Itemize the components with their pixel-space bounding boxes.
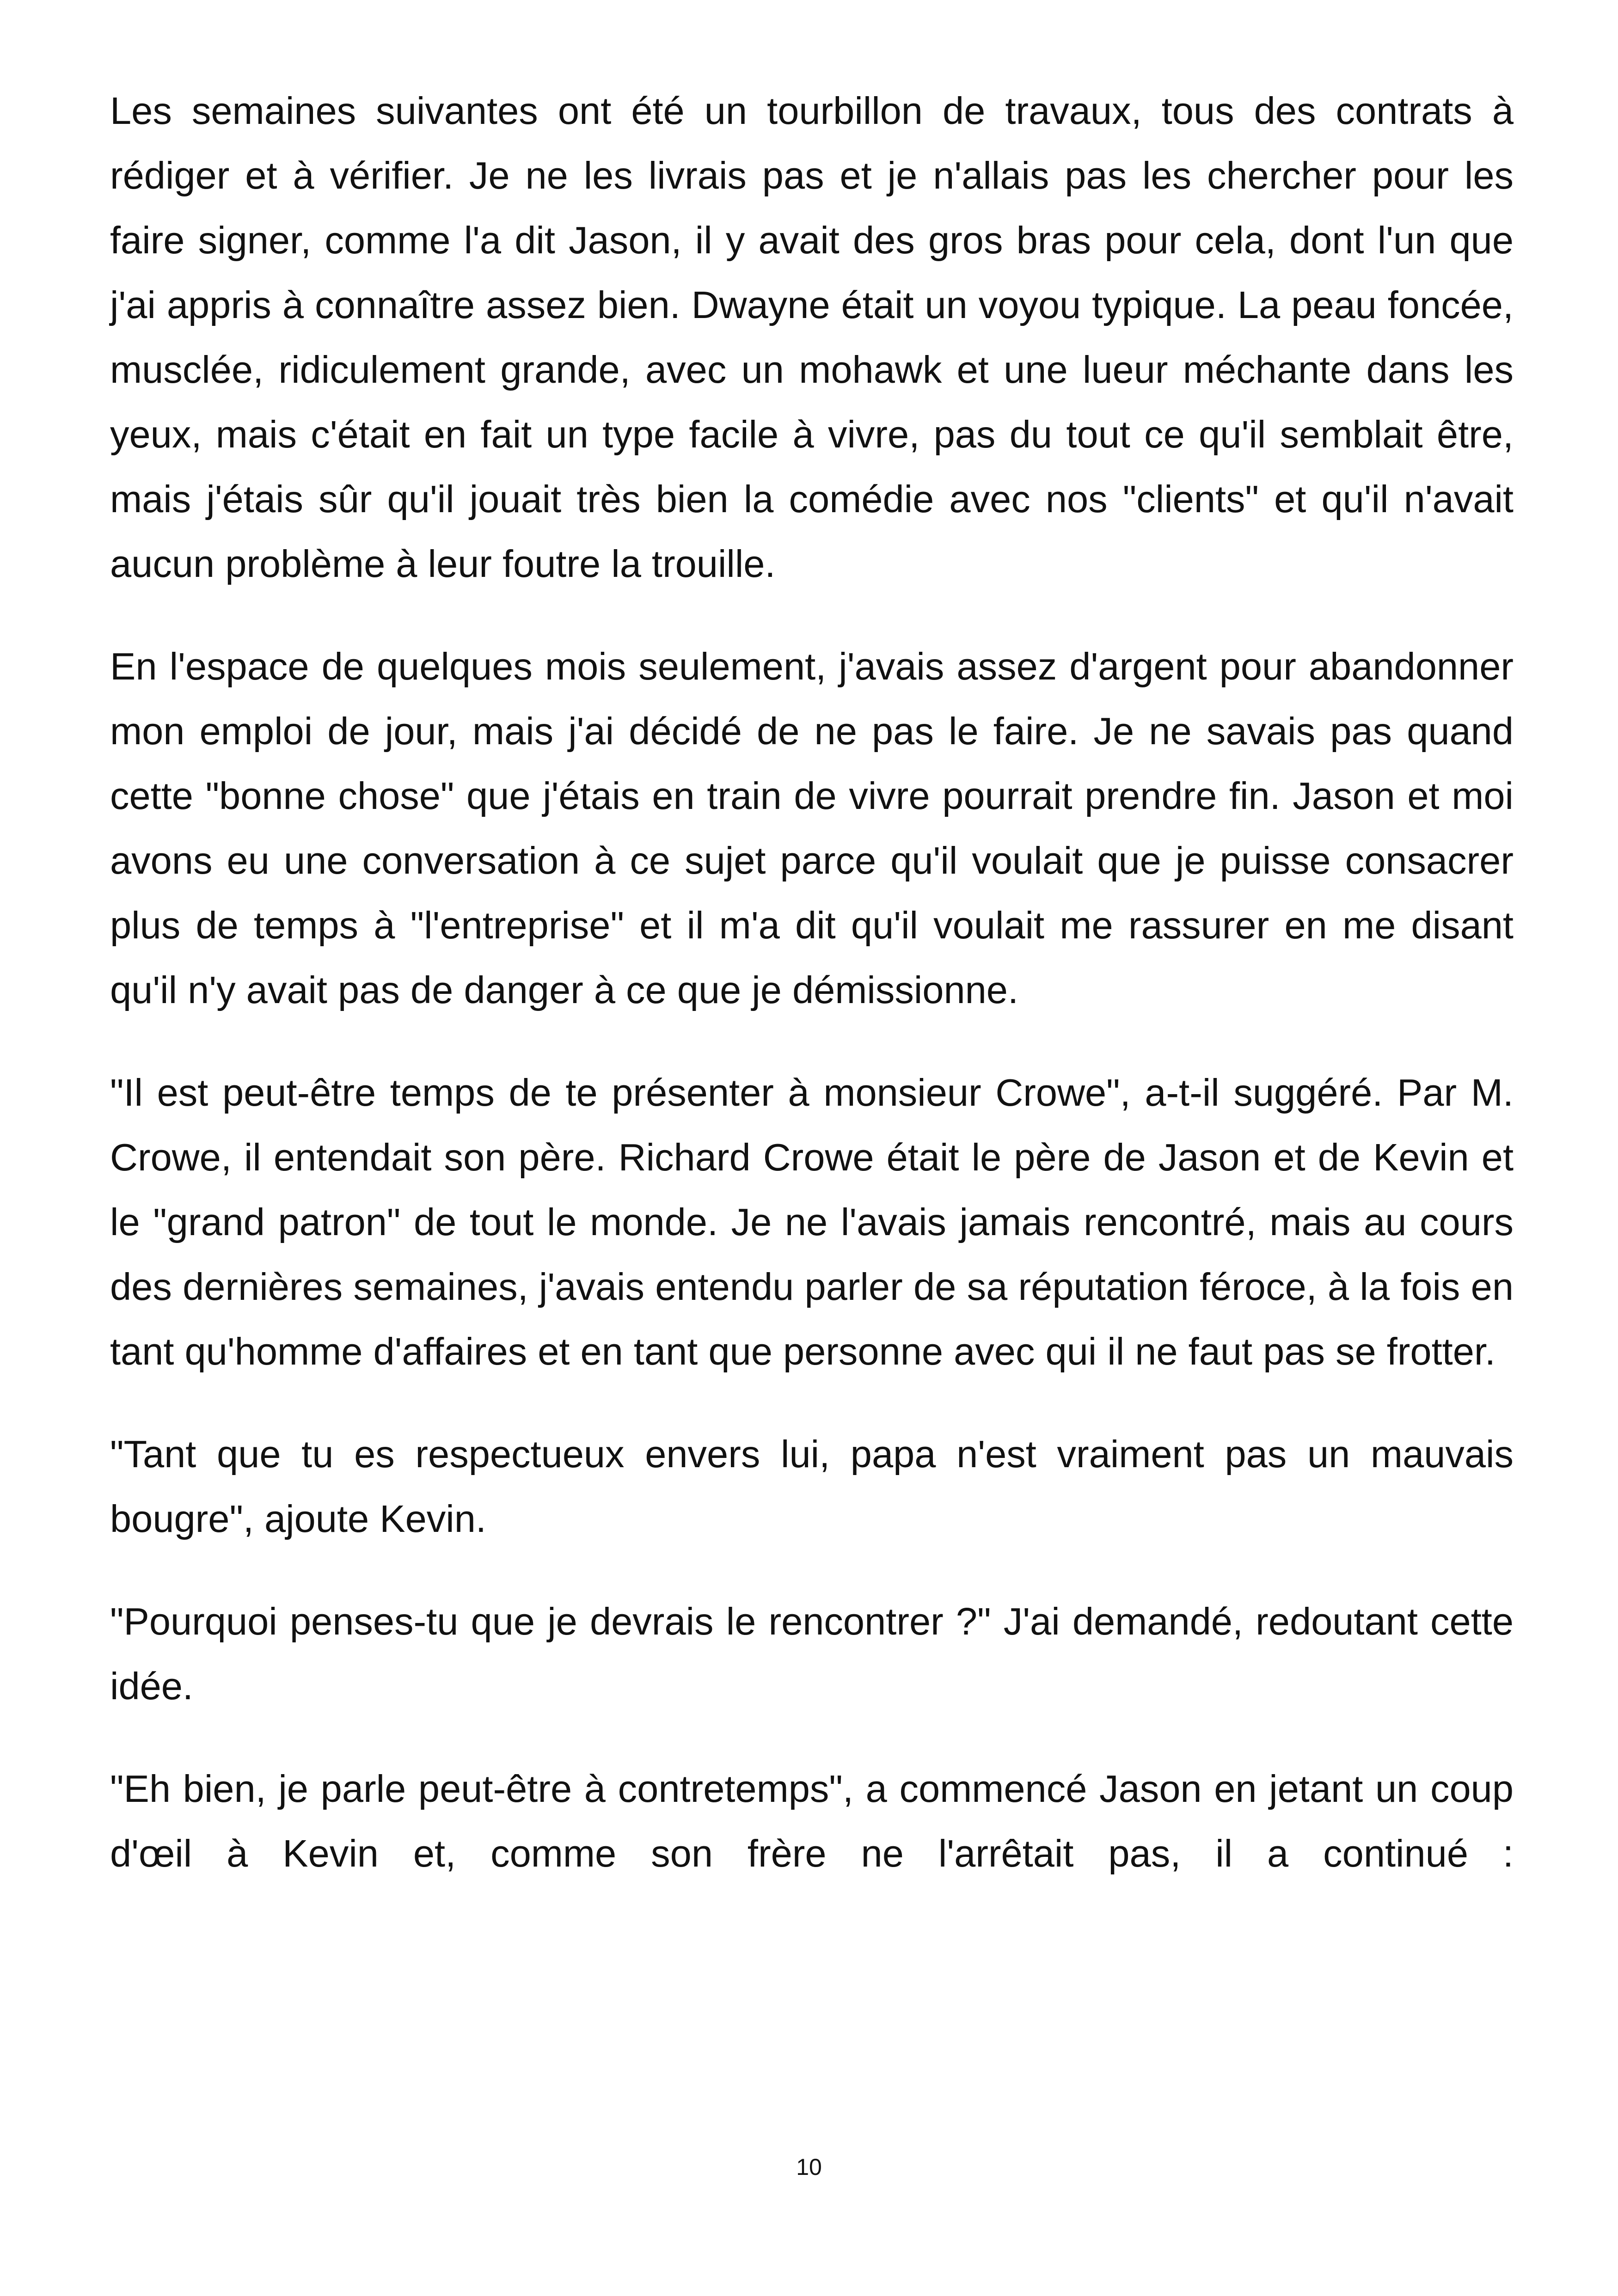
paragraph: "Pourquoi penses-tu que je devrais le rencontrer ?" J'ai demandé, redoutant cette idée.	[110, 1600, 1514, 1708]
paragraph: En l'espace de quelques mois seulement, j'avais assez d'argent pour abandonner mon emploi de jour, mais j'ai décidé de ne pas le faire. Je ne savais pas quand cette "bonne chose" que j'étais en train de vivre pourrait prendre fin. Jason et moi avons eu une conversation à ce sujet parce qu'il voulait que je puisse consacrer plus de temps à "l'entreprise" et il m'a dit qu'il voulait me rassurer en me disant qu'il n'y avait pas de danger à ce que je démissionne.	[110, 645, 1514, 1011]
paragraph: "Eh bien, je parle peut-être à contretemps", a commencé Jason en jetant un coup d'œil à Kevin et, comme son frère ne l'arrêtait pas, il a continué :	[110, 1767, 1514, 1875]
page-number: 10	[796, 2154, 822, 2180]
paragraph: "Tant que tu es respectueux envers lui, papa n'est vraiment pas un mauvais bougre", ajoute Kevin.	[110, 1433, 1514, 1540]
paragraph: Les semaines suivantes ont été un tourbillon de travaux, tous des contrats à rédiger et à vérifier. Je ne les livrais pas et je n'allais pas les chercher pour les faire signer, comme l'a dit Jason, il y avait des gros bras pour cela, dont l'un que j'ai appris à connaître assez bien. Dwayne était un voyou typique. La peau foncée, musclée, ridiculement grande, avec un mohawk et une lueur méchante dans les yeux, mais c'était en fait un type facile à vivre, pas du tout ce qu'il semblait être, mais j'étais sûr qu'il jouait très bien la comédie avec nos "clients" et qu'il n'avait aucun problème à leur foutre la trouille.	[110, 89, 1514, 585]
paragraph: "Il est peut-être temps de te présenter à monsieur Crowe", a-t-il suggéré. Par M. Crowe, il entendait son père. Richard Crowe était le père de Jason et de Kevin et le "grand patron" de tout le monde. Je ne l'avais jamais rencontré, mais au cours des dernières semaines, j'avais entendu parler de sa réputation féroce, à la fois en tant qu'homme d'affaires et en tant que personne avec qui il ne faut pas se frotter.	[110, 1071, 1514, 1373]
body-text	[110, 79, 1514, 1886]
